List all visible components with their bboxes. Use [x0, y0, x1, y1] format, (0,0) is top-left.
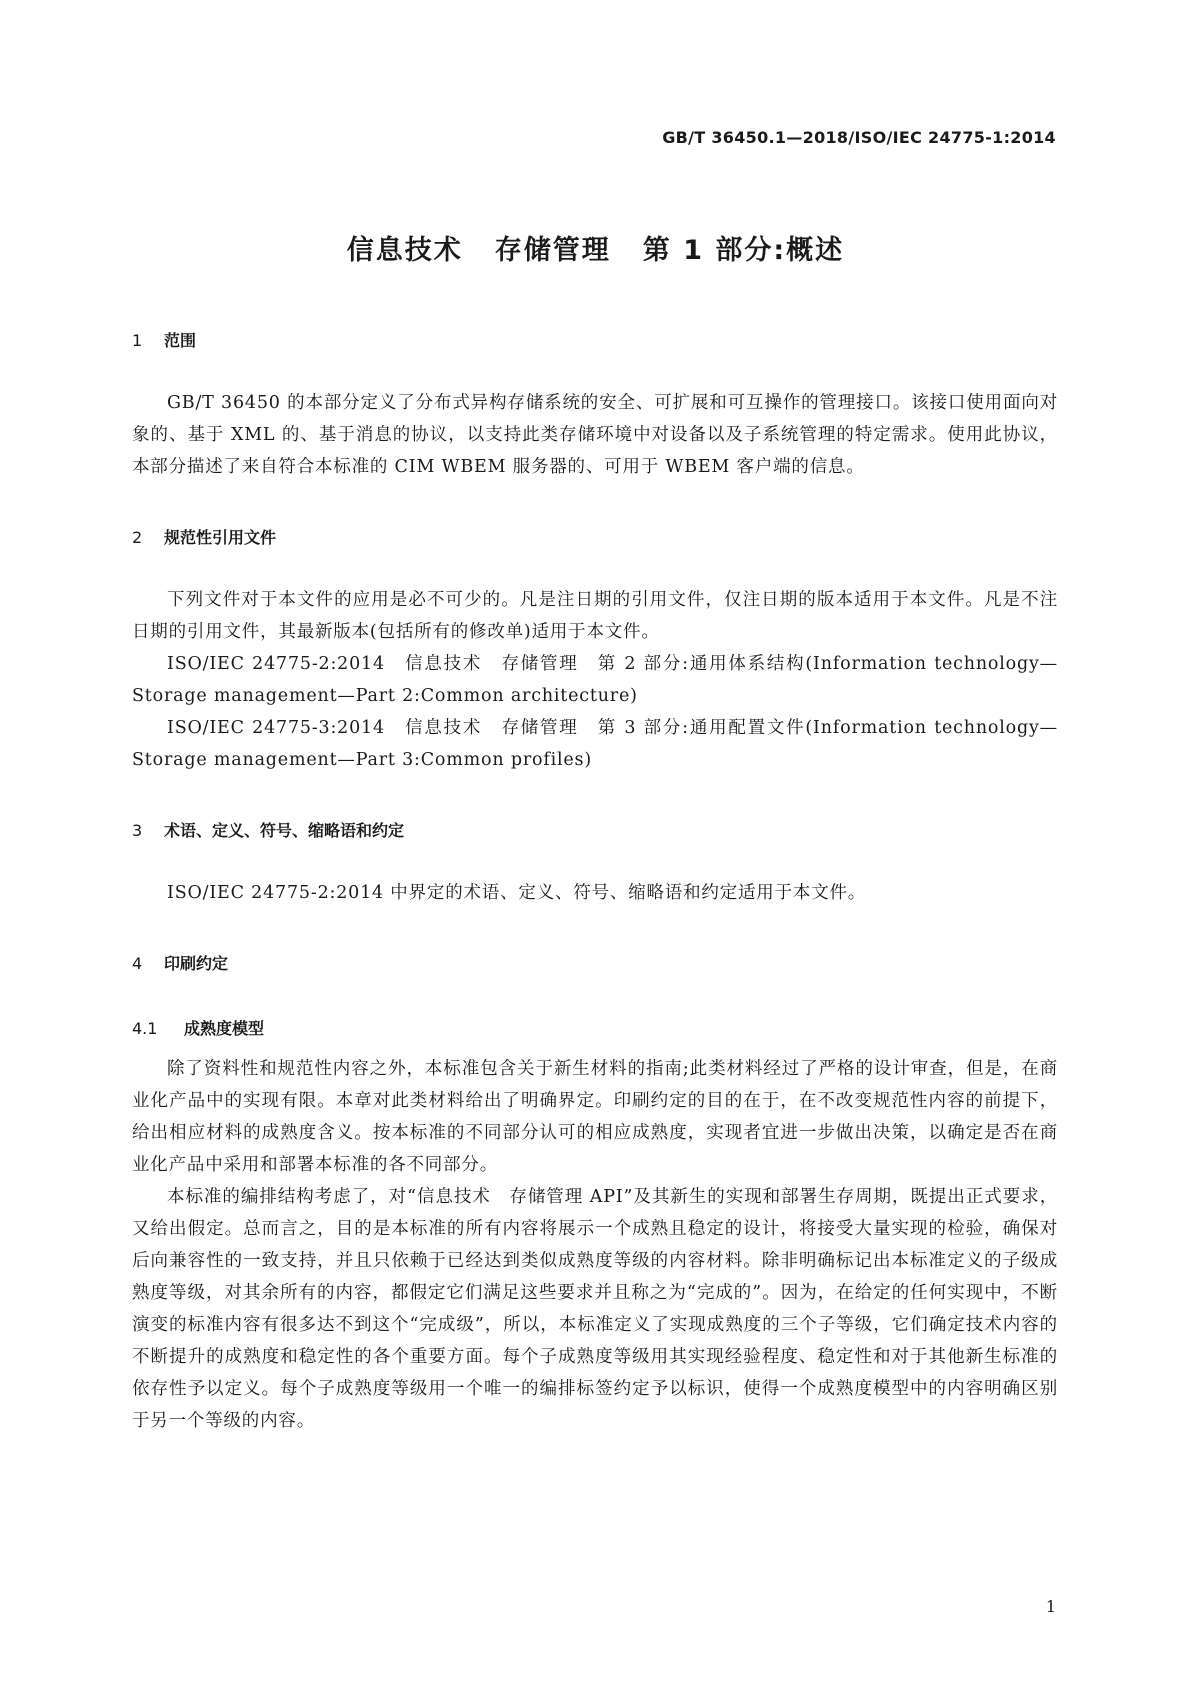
- section-1-paragraph: GB/T 36450 的本部分定义了分布式异构存储系统的安全、可扩展和可互操作的管理接口。该接口使用面向对象的、基于 XML 的、基于消息的协议，以支持此类存储环境中对设备以及子系统管理的特定需求。使用此协议，本部分描述了来自符合本标准的 CIM WBEM 服务器的、可用于 WBEM 客户端的信息。: [132, 393, 1058, 477]
- normative-reference-2: ISO/IEC 24775-3:2014 信息技术 存储管理 第 3 部分:通用配置文件(Information technology—Storage management—Part 3:Common profiles): [132, 718, 1058, 770]
- section-number: 4: [132, 954, 143, 973]
- section-number: 1: [132, 331, 143, 350]
- section-4-heading: [132, 951, 1058, 974]
- page-number: 1: [1045, 1597, 1056, 1616]
- subsection-number: 4.1: [132, 1019, 158, 1038]
- document-body: [132, 328, 1058, 1437]
- section-1-heading: [132, 328, 1058, 351]
- section-title: 术语、定义、符号、缩略语和约定: [164, 821, 405, 840]
- subsection-4-1-paragraph-1: 除了资料性和规范性内容之外，本标准包含关于新生材料的指南;此类材料经过了严格的设计审查，但是，在商业化产品中的实现有限。本章对此类材料给出了明确界定。印刷约定的目的在于，在不改变规范性内容的前提下，给出相应材料的成熟度含义。按本标准的不同部分认可的相应成熟度，实现者宜进一步做出决策，以确定是否在商业化产品中采用和部署本标准的各不同部分。: [132, 1059, 1058, 1175]
- section-3-heading: [132, 818, 1058, 841]
- section-2-heading: [132, 525, 1058, 548]
- section-2-paragraph: 下列文件对于本文件的应用是必不可少的。凡是注日期的引用文件，仅注日期的版本适用于本文件。凡是不注日期的引用文件，其最新版本(包括所有的修改单)适用于本文件。: [132, 590, 1058, 642]
- section-title: 印刷约定: [164, 954, 229, 973]
- section-title: 规范性引用文件: [164, 528, 277, 547]
- normative-reference-1: ISO/IEC 24775-2:2014 信息技术 存储管理 第 2 部分:通用体系结构(Information technology—Storage management—Part 2:Common architecture): [132, 654, 1058, 706]
- section-number: 2: [132, 528, 143, 547]
- section-title: 范围: [164, 331, 197, 350]
- subsection-4-1-heading: [132, 1016, 1058, 1039]
- subsection-title: 成熟度模型: [184, 1019, 265, 1038]
- subsection-4-1-paragraph-2: 本标准的编排结构考虑了，对“信息技术 存储管理 API”及其新生的实现和部署生存周期，既提出正式要求，又给出假定。总而言之，目的是本标准的所有内容将展示一个成熟且稳定的设计，将接受大量实现的检验，确保对后向兼容性的一致支持，并且只依赖于已经达到类似成熟度等级的内容材料。除非明确标记出本标准定义的子级成熟度等级，对其余所有的内容，都假定它们满足这些要求并且称之为“完成的”。因为，在给定的任何实现中，不断演变的标准内容有很多达不到这个“完成级”，所以，本标准定义了实现成熟度的三个子等级，它们确定技术内容的不断提升的成熟度和稳定性的各个重要方面。每个子成熟度等级用其实现经验程度、稳定性和对于其他新生标准的依存性予以定义。每个子成熟度等级用一个唯一的编排标签约定予以标识，使得一个成熟度模型中的内容明确区别于另一个等级的内容。: [132, 1187, 1058, 1431]
- section-number: 3: [132, 821, 143, 840]
- title-part-1: 信息技术: [346, 235, 463, 266]
- standard-code: GB/T 36450.1—2018/ISO/IEC 24775-1:2014: [662, 128, 1056, 147]
- section-3-paragraph: ISO/IEC 24775-2:2014 中界定的术语、定义、符号、缩略语和约定适用于本文件。: [167, 883, 867, 903]
- title-part-2: 存储管理: [494, 235, 611, 266]
- title-part-3: 第 1 部分:概述: [642, 235, 845, 266]
- document-title: [0, 228, 1191, 267]
